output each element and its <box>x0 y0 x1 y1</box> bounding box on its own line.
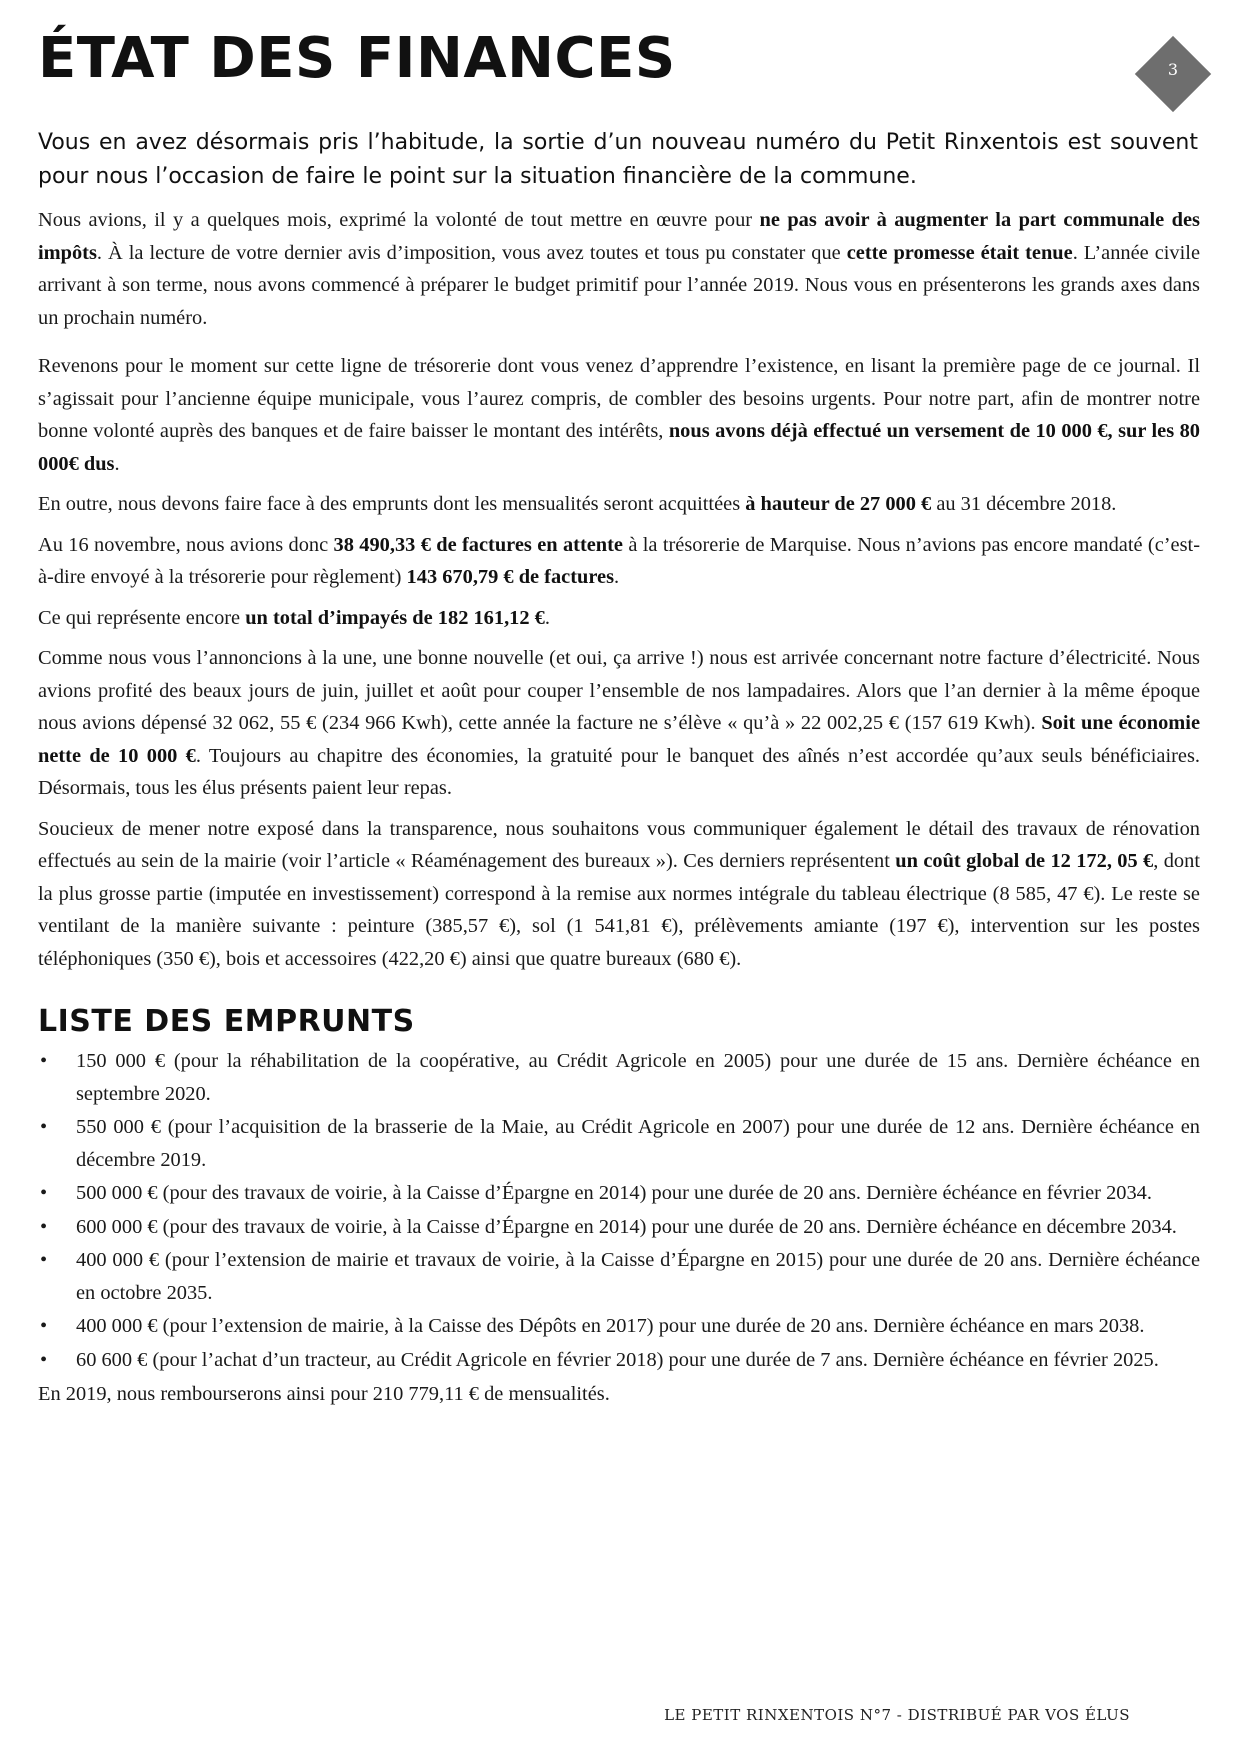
loan-text: 60 600 € (pour l’achat d’un tracteur, au Crédit Agricole en février 2018) pour une durée de 7 ans. Dernière échéance en février 2025. <box>76 1348 1159 1371</box>
text-run: Ce qui représente encore <box>38 606 246 629</box>
list-item <box>38 1310 1200 1343</box>
text-run: . Toujours au chapitre des économies, la gratuité pour le banquet des aînés n’est accordée qu’aux seuls bénéficiaires. Désormais, tous les élus présents paient leur repas. <box>38 744 1200 799</box>
loans-list <box>38 1045 1200 1376</box>
text-run: Nous avions, il y a quelques mois, exprimé la volonté de tout mettre en œuvre pour <box>38 209 760 231</box>
paragraph-pending-invoices <box>38 529 1200 594</box>
article-body <box>38 204 1200 1419</box>
bold-run: un coût global de 12 172, 05 € <box>895 850 1154 872</box>
bold-run: ne pas avoir à augmenter la part communale des impôts <box>38 209 1200 264</box>
bold-run: un total d’impayés de 182 161,12 € <box>245 606 545 629</box>
text-run: . <box>614 566 620 588</box>
page-footer: LE PETIT RINXENTOIS N°7 - DISTRIBUÉ PAR VOS ÉLUS <box>664 1706 1130 1724</box>
loan-text: 400 000 € (pour l’extension de mairie et travaux de voirie, à la Caisse d’Épargne en 2015) pour une durée de 20 ans. Dernière échéance en octobre 2035. <box>76 1249 1200 1304</box>
text-run: Au 16 novembre, nous avions donc <box>38 533 334 556</box>
text-run: à la trésorerie de Marquise. Nous n’avions pas encore mandaté (c’est-à-dire envoyé à la trésorerie pour règlement) <box>38 533 1201 588</box>
bullet-icon: • <box>40 1116 48 1138</box>
loan-text: 600 000 € (pour des travaux de voirie, à la Caisse d’Épargne en 2014) pour une durée de 20 ans. Dernière échéance en décembre 2034. <box>76 1215 1177 1238</box>
text-run: au 31 décembre 2018. <box>931 493 1117 515</box>
bold-run: 143 670,79 € de factures <box>406 566 615 588</box>
paragraph-renovation <box>38 813 1200 976</box>
loans-closing-sentence: En 2019, nous rembourserons ainsi pour 210 779,11 € de mensualités. <box>38 1383 610 1405</box>
text-run: . À la lecture de votre dernier avis d’imposition, vous avez toutes et tous pu constater que <box>96 241 847 264</box>
lead-paragraph: Vous en avez désormais pris l’habitude, la sortie d’un nouveau numéro du Petit Rinxentois est souvent pour nous l’occasion de faire le point sur la situation financière de la commune. <box>38 130 1198 189</box>
text-run: . <box>544 606 550 629</box>
bold-run: à hauteur de 27 000 € <box>745 493 932 515</box>
list-item <box>38 1211 1200 1244</box>
bold-run: 38 490,33 € de factures en attente <box>333 533 623 556</box>
paragraph-loans-monthly <box>38 488 1200 521</box>
page-number: 3 <box>1167 60 1179 79</box>
bullet-icon: • <box>40 1050 48 1072</box>
text-run: Comme nous vous l’annoncions à la une, une bonne nouvelle (et oui, ça arrive !) nous est arrivée concernant notre facture d’électricité. Nous avions profité des beaux jours de juin, juillet et août pour couper l’ensemble de nos lampadaires. Alors que l’an dernier à la même époque nous avions dépensé 32 062, 55 € (234 966 Kwh), cette année la facture ne s’élève « qu’à » 22 002,25 € (157 619 Kwh). <box>38 647 1200 734</box>
loan-text: 500 000 € (pour des travaux de voirie, à la Caisse d’Épargne en 2014) pour une durée de 20 ans. Dernière échéance en février 2034. <box>76 1182 1152 1204</box>
loan-text: 400 000 € (pour l’extension de mairie, à la Caisse des Dépôts en 2017) pour une durée de 20 ans. Dernière échéance en mars 2038. <box>76 1315 1145 1337</box>
bullet-icon: • <box>40 1249 48 1271</box>
text-run: , dont la plus grosse partie (imputée en investissement) correspond à la remise aux normes intégrale du tableau électrique (8 585, 47 €). Le reste se ventilant de la manière suivante : peinture (385,57 €), sol (1 541,81 €), prélèvements amiante (197 €), intervention sur les postes téléphoniques (350 €), bois et accessoires (422,20 €) ainsi que quatre bureaux (680 €). <box>38 850 1200 970</box>
list-item <box>38 1244 1200 1309</box>
text-run: . <box>114 452 120 475</box>
bullet-icon: • <box>40 1348 48 1371</box>
page-title: ÉTAT DES FINANCES <box>38 26 676 91</box>
bullet-icon: • <box>40 1182 48 1204</box>
bold-run: nous avons déjà effectué un versement de 10 000 €, sur les 80 000€ dus <box>38 420 1201 475</box>
list-item <box>38 1344 1200 1377</box>
loan-text: 550 000 € (pour l’acquisition de la brasserie de la Maie, au Crédit Agricole en 2007) pour une durée de 12 ans. Dernière échéance en décembre 2019. <box>76 1116 1200 1171</box>
loan-text: 150 000 € (pour la réhabilitation de la coopérative, au Crédit Agricole en 2005) pour une durée de 15 ans. Dernière échéance en septembre 2020. <box>76 1050 1200 1105</box>
paragraph-treasury-line <box>38 350 1200 480</box>
list-item <box>38 1177 1200 1210</box>
text-run: En outre, nous devons faire face à des emprunts dont les mensualités seront acquittées <box>38 493 746 515</box>
bold-run: Soit une économie nette de 10 000 € <box>38 712 1200 767</box>
text-run: Revenons pour le moment sur cette ligne de trésorerie dont vous venez d’apprendre l’existence, en lisant la première page de ce journal. Il s’agissait pour l’ancienne équipe municipale, vous l’aurez compris, de combler des besoins urgents. Pour notre part, afin de montrer notre bonne volonté auprès des banques et de faire baisser le montant des intérêts, <box>38 355 1200 442</box>
paragraph-electricity <box>38 642 1200 805</box>
paragraph-unpaid-total <box>38 602 1200 635</box>
page-number-badge <box>1135 36 1211 112</box>
bullet-icon: • <box>40 1315 48 1337</box>
bold-run: cette promesse était tenue <box>846 241 1073 264</box>
bullet-icon: • <box>40 1215 48 1238</box>
text-run: Soucieux de mener notre exposé dans la transparence, nous souhaitons vous communiquer également le détail des travaux de rénovation effectués au sein de la mairie (voir l’article « Réaménagement des bureaux »). Ces derniers représentent <box>38 817 1200 872</box>
paragraph-taxes <box>38 204 1200 334</box>
list-item <box>38 1111 1200 1176</box>
list-item <box>38 1045 1200 1110</box>
loans-section-title: LISTE DES EMPRUNTS <box>38 1004 415 1039</box>
text-run: . L’année civile arrivant à son terme, nous avons commencé à préparer le budget primitif pour l’année 2019. Nous vous en présenterons les grands axes dans un prochain numéro. <box>38 241 1201 329</box>
